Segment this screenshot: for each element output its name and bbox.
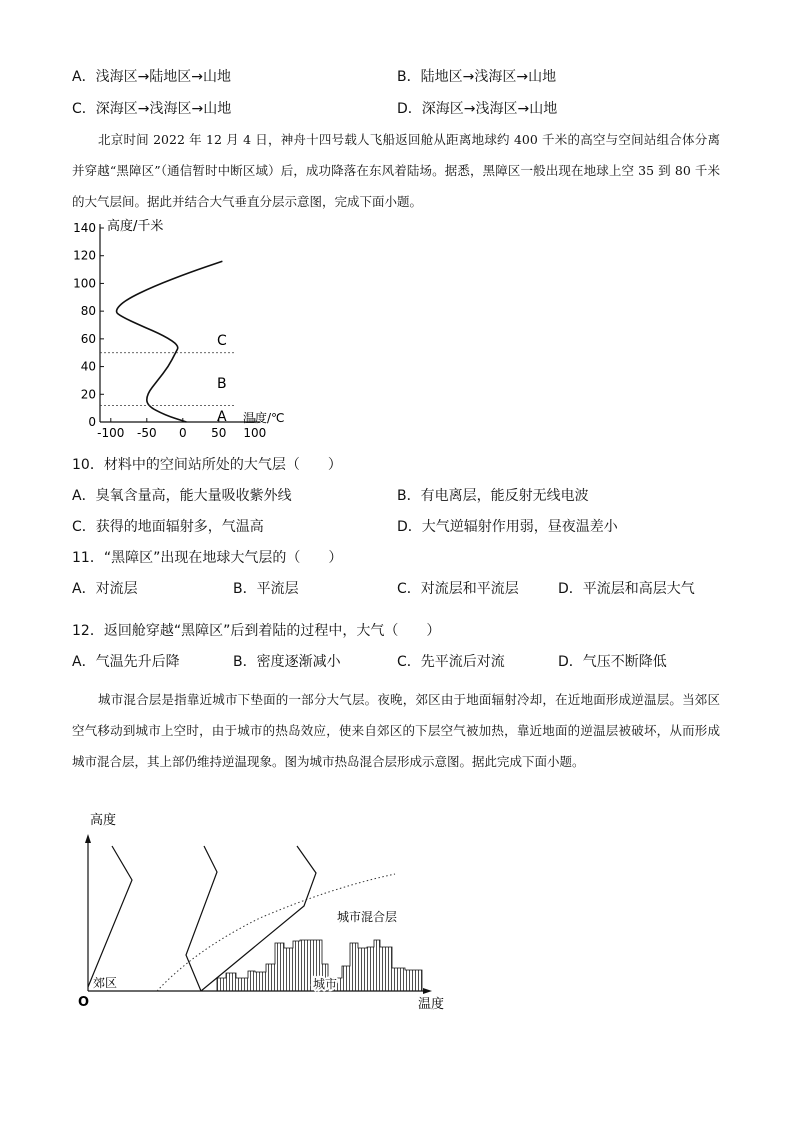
q12-option-a: A．气温先升后降 [72, 654, 180, 670]
mixed-layer-label: 城市混合层 [337, 910, 398, 924]
y-tick-label: 140 [73, 221, 96, 235]
q11-stem: 11．“黑障区”出现在地球大气层的（ ） [72, 550, 343, 566]
y-tick-label: 20 [80, 387, 96, 402]
city-label: 城市 [313, 977, 338, 991]
q9-option-c: C．深海区→浅海区→山地 [72, 101, 232, 117]
y-tick-label: 100 [73, 276, 96, 291]
temperature-curve [117, 261, 223, 422]
layer-label-b: B [217, 376, 227, 392]
q10-option-b: B．有电离层，能反射无线电波 [397, 488, 589, 504]
atmosphere-layers-chart [60, 214, 320, 444]
layer-label-c: C [217, 333, 227, 349]
passage-urban-mixed-layer: 城市混合层是指靠近城市下垫面的一部分大气层。夜晚，郊区由于地面辐射冷却，在近地面形成逆温层。当郊区空气移动到城市上空时，由于城市的热岛效应，使来自郊区的下层空气被加热，靠近地面的逆温层被破坏，从而形成城市混合层，其上部仍维持逆温现象。图为城市热岛混合层形成示意图。据此完成下面小题。 [72, 692, 720, 769]
q12-stem: 12．返回舱穿越“黑障区”后到着陆的过程中，大气（ ） [72, 623, 441, 639]
x-tick-label: 50 [211, 426, 227, 440]
q10-option-c: C．获得的地面辐射多，气温高 [72, 519, 264, 535]
q9-option-b: B．陆地区→浅海区→山地 [397, 69, 557, 85]
transition-temperature-profile [186, 846, 217, 991]
y-tick-label: 80 [80, 304, 96, 319]
origin-label: O [78, 995, 90, 1010]
x-tick-label: -50 [136, 426, 157, 440]
q9-option-d: D．深海区→浅海区→山地 [397, 101, 558, 117]
temperature-axis-label: 温度 [418, 997, 445, 1012]
x-tick-label: -100 [97, 426, 125, 440]
height-axis-label: 高度 [90, 813, 117, 828]
q11-option-d: D．平流层和高层大气 [558, 581, 695, 597]
x-tick-label: 100 [243, 426, 267, 440]
suburb-label: 郊区 [93, 976, 118, 990]
q11-option-c: C．对流层和平流层 [397, 581, 519, 597]
x-tick-label: 0 [178, 426, 187, 440]
y-tick-label: 60 [80, 331, 96, 346]
y-tick-label: 0 [88, 415, 96, 429]
height-axis-arrow [85, 834, 91, 843]
q12-option-d: D．气压不断降低 [558, 654, 667, 670]
q10-option-a: A．臭氧含量高，能大量吸收紫外线 [72, 488, 292, 504]
q9-option-a: A．浅海区→陆地区→山地 [72, 69, 232, 85]
layer-label-a: A [217, 409, 227, 425]
q11-option-b: B．平流层 [233, 581, 299, 597]
temperature-axis-arrow [423, 988, 432, 994]
q10-stem: 10．材料中的空间站所处的大气层（ ） [72, 457, 342, 473]
passage-space-station: 北京时间 2022 年 12 月 4 日，神舟十四号载人飞船返回舱从距离地球约 400 千米的高空与空间站组合体分离并穿越“黑障区”（通信暂时中断区域）后，成功降落在东风着陆场。据悉，黑障区一般出现在地球上空 35 到 80 千米的大气层间。据此并结合大气垂直分层示意图，完成下面小题。 [72, 132, 720, 209]
suburb-temperature-profile [88, 846, 132, 987]
y-axis-label: 高度/千米 [107, 219, 164, 234]
urban-mixed-layer-diagram [60, 810, 460, 1015]
q12-option-b: B．密度逐渐减小 [233, 654, 341, 670]
q11-option-a: A．对流层 [72, 581, 138, 597]
y-tick-label: 40 [80, 359, 96, 374]
q12-option-c: C．先平流后对流 [397, 654, 505, 670]
y-tick-label: 120 [73, 248, 96, 263]
q10-option-d: D．大气逆辐射作用弱，昼夜温差小 [397, 519, 618, 535]
x-axis-label: 温度/℃ [243, 411, 285, 425]
